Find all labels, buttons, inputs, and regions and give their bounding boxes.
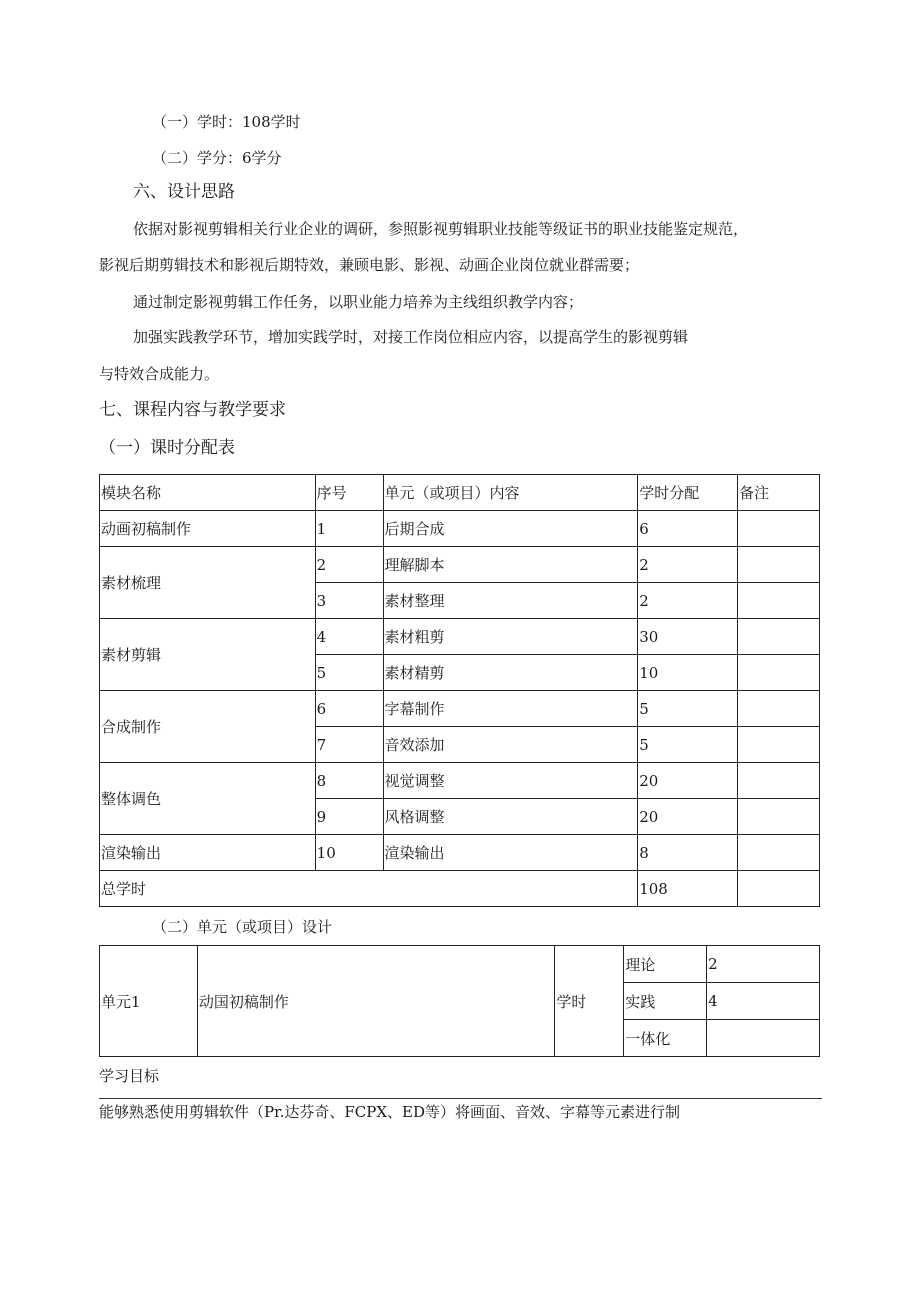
row-content: 风格调整 — [383, 799, 638, 835]
unit-name: 动国初稿制作 — [197, 946, 554, 1057]
course-credits-line: （二）学分：6学分 — [152, 149, 282, 167]
total-note — [738, 871, 820, 907]
unit-hours-label: 学时 — [555, 946, 624, 1057]
module-name: 动画初稿制作 — [100, 511, 316, 547]
subsection-1-title: （一）课时分配表 — [99, 438, 235, 458]
header-note: 备注 — [738, 475, 820, 511]
theory-value: 2 — [707, 946, 820, 983]
row-note — [738, 691, 820, 727]
module-name: 素材梳理 — [100, 547, 316, 619]
row-hours: 20 — [638, 799, 738, 835]
row-note — [738, 799, 820, 835]
module-name: 合成制作 — [100, 691, 316, 763]
row-hours: 30 — [638, 619, 738, 655]
row-number: 4 — [315, 619, 383, 655]
row-content: 视觉调整 — [383, 763, 638, 799]
row-number: 10 — [315, 835, 383, 871]
learning-goal-text: 能够熟悉使用剪辑软件（Pr.达芬奇、FCPX、ED等）将画面、音效、字幕等元素进行制 — [99, 1103, 681, 1121]
row-content: 素材整理 — [383, 583, 638, 619]
learning-goal-label: 学习目标 — [99, 1067, 160, 1085]
header-module: 模块名称 — [100, 475, 316, 511]
row-hours: 5 — [638, 727, 738, 763]
row-note — [738, 583, 820, 619]
total-row — [100, 871, 820, 907]
header-number: 序号 — [315, 475, 383, 511]
section-divider — [99, 1098, 822, 1099]
row-hours: 5 — [638, 691, 738, 727]
row-number: 8 — [315, 763, 383, 799]
table-row — [100, 547, 820, 583]
design-para-1-line-1: 依据对影视剪辑相关行业企业的调研，参照影视剪辑职业技能等级证书的职业技能鉴定规范， — [133, 220, 749, 238]
design-para-2: 通过制定影视剪辑工作任务，以职业能力培养为主线组织教学内容； — [133, 293, 584, 311]
row-content: 素材粗剪 — [383, 619, 638, 655]
hours-allocation-table — [99, 474, 820, 907]
row-note — [738, 619, 820, 655]
table-row — [100, 763, 820, 799]
row-number: 9 — [315, 799, 383, 835]
integrated-value — [707, 1020, 820, 1057]
integrated-label: 一体化 — [624, 1020, 707, 1057]
row-hours: 6 — [638, 511, 738, 547]
row-content: 音效添加 — [383, 727, 638, 763]
table-row — [100, 691, 820, 727]
design-para-3-line-2: 与特效合成能力。 — [99, 365, 220, 383]
row-hours: 2 — [638, 583, 738, 619]
unit-design-table — [99, 945, 820, 1057]
course-hours-line: （一）学时：108学时 — [152, 113, 301, 131]
row-hours: 2 — [638, 547, 738, 583]
row-hours: 8 — [638, 835, 738, 871]
row-number: 2 — [315, 547, 383, 583]
row-number: 1 — [315, 511, 383, 547]
table-header-row — [100, 475, 820, 511]
theory-label: 理论 — [624, 946, 707, 983]
row-note — [738, 547, 820, 583]
row-content: 理解脚本 — [383, 547, 638, 583]
module-name: 素材剪辑 — [100, 619, 316, 691]
row-number: 7 — [315, 727, 383, 763]
table-row — [100, 511, 820, 547]
row-number: 6 — [315, 691, 383, 727]
design-para-1-line-2: 影视后期剪辑技术和影视后期特效，兼顾电影、影视、动画企业岗位就业群需要； — [99, 256, 640, 274]
table-row — [100, 619, 820, 655]
row-note — [738, 727, 820, 763]
total-hours: 108 — [638, 871, 738, 907]
table-row — [100, 835, 820, 871]
row-number: 5 — [315, 655, 383, 691]
row-note — [738, 763, 820, 799]
subsection-2-title: （二）单元（或项目）设计 — [152, 918, 333, 936]
practice-label: 实践 — [624, 983, 707, 1020]
row-content: 字幕制作 — [383, 691, 638, 727]
practice-value: 4 — [707, 983, 820, 1020]
module-name: 渲染输出 — [100, 835, 316, 871]
header-hours: 学时分配 — [638, 475, 738, 511]
row-content: 素材精剪 — [383, 655, 638, 691]
row-hours: 20 — [638, 763, 738, 799]
row-hours: 10 — [638, 655, 738, 691]
row-note — [738, 655, 820, 691]
row-number: 3 — [315, 583, 383, 619]
header-content: 单元（或项目）内容 — [383, 475, 638, 511]
row-note — [738, 835, 820, 871]
total-label: 总学时 — [100, 871, 638, 907]
design-para-3-line-1: 加强实践教学环节，增加实践学时，对接工作岗位相应内容，以提高学生的影视剪辑 — [133, 328, 689, 346]
row-content: 后期合成 — [383, 511, 638, 547]
row-content: 渲染输出 — [383, 835, 638, 871]
unit-label: 单元1 — [100, 946, 198, 1057]
section-6-title: 六、设计思路 — [133, 182, 235, 202]
module-name: 整体调色 — [100, 763, 316, 835]
row-note — [738, 511, 820, 547]
section-7-title: 七、课程内容与教学要求 — [99, 400, 286, 420]
